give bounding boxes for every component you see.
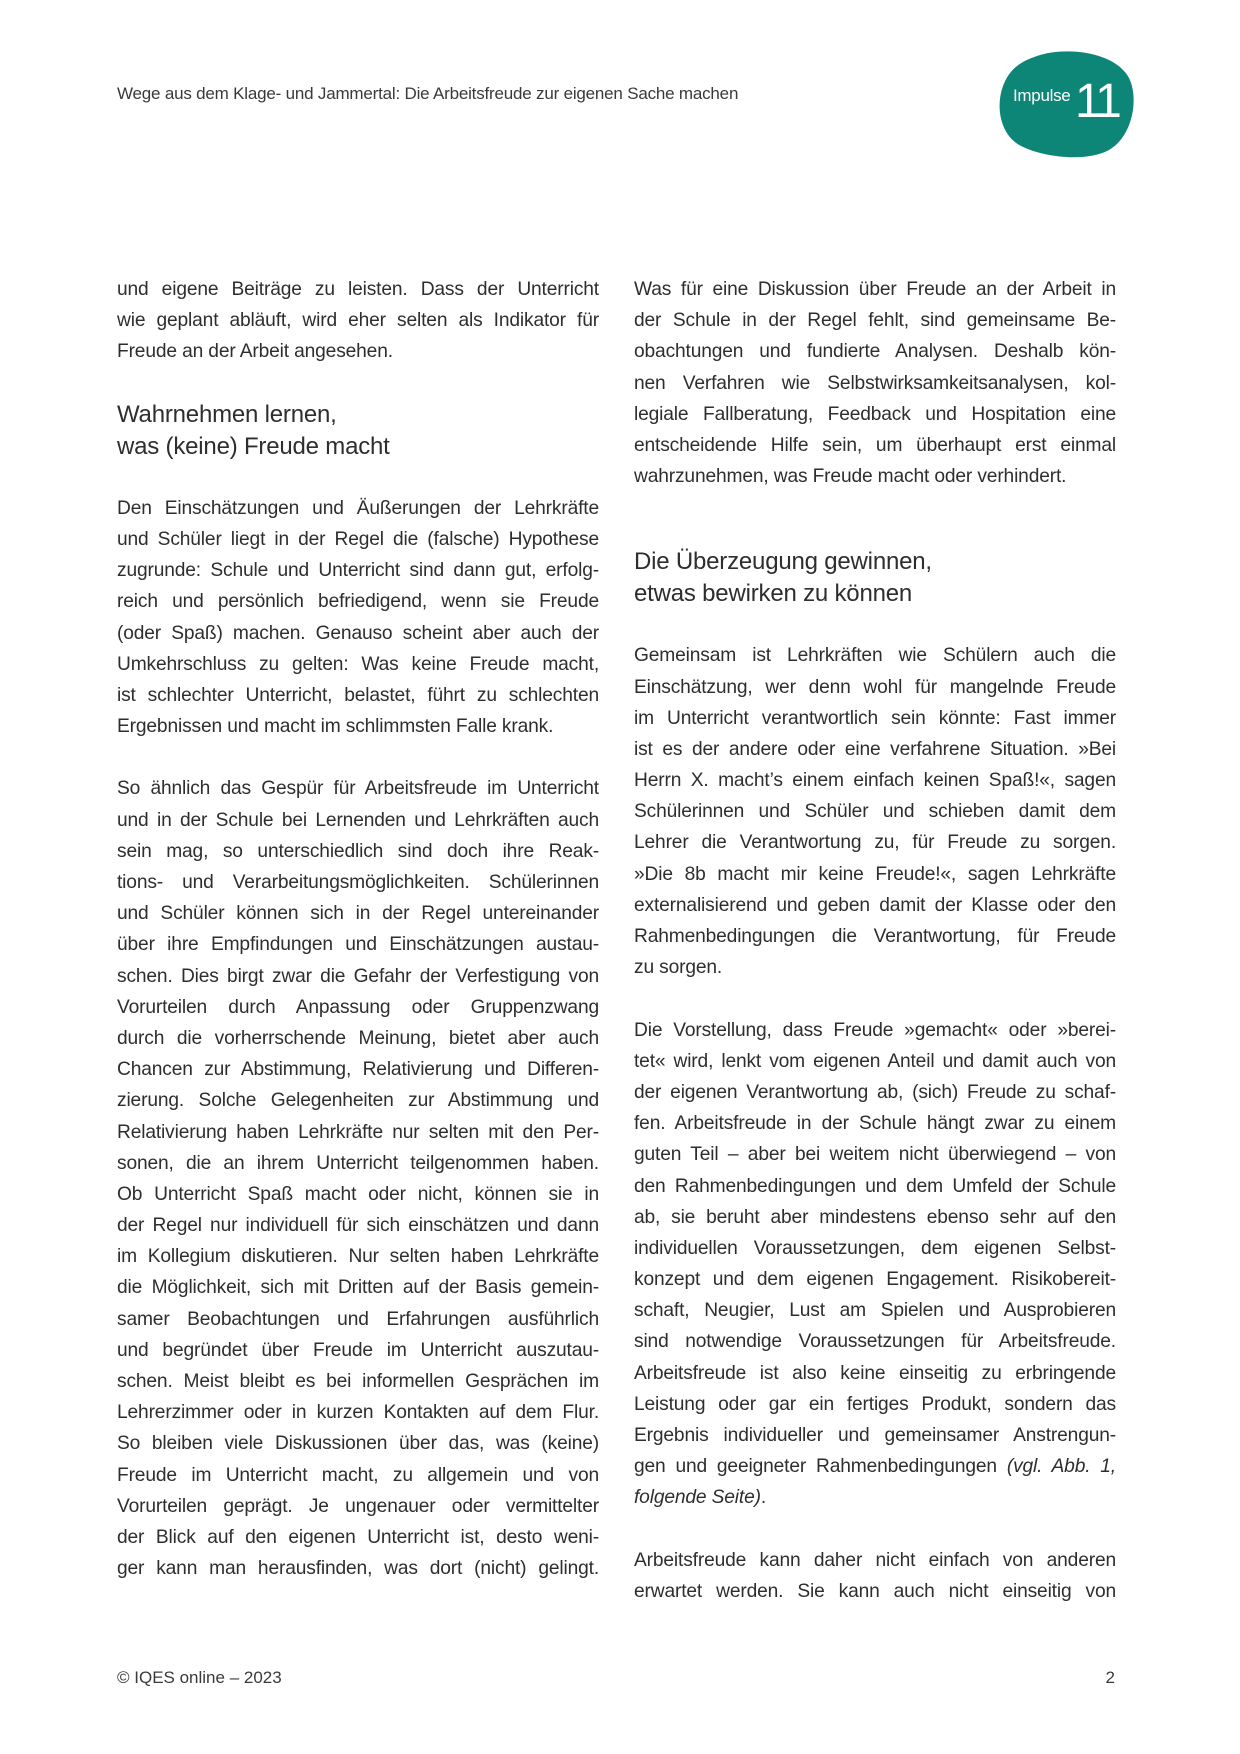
heading-line: Die Überzeugung gewinnen, bbox=[634, 548, 932, 576]
paragraph bbox=[634, 640, 1116, 983]
paragraph-line: Chancen zur Abstimmung, Relativierung und Differen- bbox=[117, 1059, 599, 1081]
paragraph-line: ab, sie beruht aber mindestens ebenso sehr auf den bbox=[634, 1206, 1116, 1228]
figure-reference: folgende Seite) bbox=[634, 1487, 761, 1509]
paragraph-line: Was für eine Diskussion über Freude an der Arbeit in bbox=[634, 279, 1116, 300]
left-column bbox=[117, 274, 599, 1616]
paragraph-line: und Schüler liegt in der Regel die (falsche) Hypothese bbox=[117, 528, 599, 550]
paragraph-line: sein mag, so unterschiedlich sind doch ihre Reak- bbox=[117, 840, 599, 862]
paragraph-line: im Kollegium diskutieren. Nur selten haben Lehrkräfte bbox=[117, 1246, 599, 1268]
paragraph-line: Lehrer die Verantwortung zu, für Freude zu sorgen. bbox=[634, 832, 1116, 854]
section-heading-wahrnehmen bbox=[117, 399, 599, 463]
paragraph-line: und begründet über Freude im Unterricht auszutau- bbox=[117, 1339, 599, 1361]
paragraph-line: im Unterricht verantwortlich sein könnte: Fast immer bbox=[634, 707, 1116, 729]
paragraph-line: den Rahmenbedingungen und dem Umfeld der Schule bbox=[634, 1175, 1116, 1197]
paragraph-line: Relativierung haben Lehrkräfte nur selten mit den Per- bbox=[117, 1121, 599, 1143]
badge-label: Impulse bbox=[1013, 86, 1071, 105]
paragraph-line: zu sorgen. bbox=[634, 957, 723, 979]
paragraph-line: und eigene Beiträge zu leisten. Dass der Unterricht bbox=[117, 279, 599, 300]
paragraph-line: sonen, die an ihrem Unterricht teilgenommen haben. bbox=[117, 1152, 599, 1174]
heading-line: was (keine) Freude macht bbox=[117, 432, 390, 460]
paragraph-line: reich und persönlich befriedigend, wenn sie Freude bbox=[117, 591, 599, 613]
paragraph-line: externalisierend und geben damit der Klasse oder den bbox=[634, 894, 1116, 916]
paragraph-line: der eigenen Verantwortung ab, (sich) Freude zu schaf- bbox=[634, 1081, 1116, 1103]
paragraph-line: tions- und Verarbeitungsmöglichkeiten. Schülerinnen bbox=[117, 872, 599, 893]
text-span: . bbox=[760, 1487, 767, 1509]
paragraph-line: Freude im Unterricht macht, zu allgemein und von bbox=[117, 1464, 599, 1486]
paragraph-line: fen. Arbeitsfreude in der Schule hängt zwar zu einem bbox=[634, 1113, 1116, 1135]
paragraph bbox=[634, 1015, 1116, 1514]
paragraph-line: durch die vorherrschende Meinung, bietet aber auch bbox=[117, 1027, 599, 1049]
heading-line: Wahrnehmen lernen, bbox=[117, 400, 337, 428]
paragraph-line: Einschätzung, wer denn wohl für mangelnde Freude bbox=[634, 676, 1116, 698]
paragraph-line: Arbeitsfreude kann daher nicht einfach von anderen bbox=[634, 1549, 1116, 1571]
paragraph-line: guten Teil – aber bei weitem nicht überwiegend – von bbox=[634, 1144, 1116, 1166]
copyright: © IQES online – 2023 bbox=[117, 1668, 282, 1687]
paragraph-line: erwartet werden. Sie kann auch nicht einseitig von bbox=[634, 1580, 1116, 1602]
paragraph-line: So ähnlich das Gespür für Arbeitsfreude im Unterricht bbox=[117, 778, 599, 800]
running-head: Wege aus dem Klage- und Jammertal: Die Arbeitsfreude zur eigenen Sache machen bbox=[117, 84, 739, 103]
paragraph-line: der Schule in der Regel fehlt, sind gemeinsame Be- bbox=[634, 310, 1116, 332]
paragraph-line: tet« wird, lenkt vom eigenen Anteil und damit auch von bbox=[634, 1050, 1116, 1072]
paragraph-line: zugrunde: Schule und Unterricht sind dann gut, erfolg- bbox=[117, 560, 599, 582]
paragraph-line: »Die 8b macht mir keine Freude!«, sagen Lehrkräfte bbox=[634, 863, 1116, 885]
paragraph-lines bbox=[634, 1015, 1116, 1452]
paragraph bbox=[117, 493, 599, 743]
paragraph-line: Freude an der Arbeit angesehen. bbox=[117, 341, 393, 363]
paragraph-line: Ergebnissen und macht im schlimmsten Falle krank. bbox=[117, 716, 554, 738]
paragraph bbox=[117, 274, 599, 368]
paragraph-line: ist schlechter Unterricht, belastet, führt zu schlechten bbox=[117, 684, 599, 706]
badge-number: 11 bbox=[1075, 75, 1119, 128]
paragraph-line: Leistung oder gar ein fertiges Produkt, sondern das bbox=[634, 1393, 1116, 1415]
paragraph-line: sind notwendige Voraussetzungen für Arbeitsfreude. bbox=[634, 1331, 1116, 1353]
paragraph-line bbox=[634, 1451, 1116, 1482]
impulse-badge bbox=[997, 50, 1135, 158]
paragraph bbox=[634, 274, 1116, 492]
paragraph-line: Umkehrschluss zu gelten: Was keine Freude macht, bbox=[117, 653, 599, 675]
paragraph-line: Ergebnis individueller und gemeinsamer Anstrengun- bbox=[634, 1425, 1116, 1446]
paragraph-line: Herrn X. macht’s einem einfach keinen Spaß!«, sagen bbox=[634, 770, 1116, 792]
paragraph-line: schaft, Neugier, Lust am Spielen und Ausprobieren bbox=[634, 1300, 1116, 1322]
paragraph-line: samer Beobachtungen und Erfahrungen ausführlich bbox=[117, 1308, 599, 1330]
paragraph-line: ger kann man herausfinden, was dort (nicht) gelingt. bbox=[117, 1558, 599, 1580]
paragraph-line: So bleiben viele Diskussionen über das, was (keine) bbox=[117, 1433, 599, 1455]
figure-reference: (vgl. Abb. 1, bbox=[1006, 1456, 1116, 1478]
paragraph-line: wie geplant abläuft, wird eher selten als Indikator für bbox=[117, 310, 599, 332]
paragraph-line: individuellen Voraussetzungen, dem eigenen Selbst- bbox=[634, 1237, 1116, 1259]
paragraph-line: Vorurteilen durch Anpassung oder Gruppenzwang bbox=[117, 996, 599, 1018]
paragraph-line bbox=[634, 1482, 1116, 1513]
paragraph-line: schen. Meist bleibt es bei informellen Gesprächen im bbox=[117, 1371, 599, 1392]
paragraph-line: Lehrerzimmer oder in kurzen Kontakten auf dem Flur. bbox=[117, 1402, 599, 1424]
paragraph-line: der Blick auf den eigenen Unterricht ist, desto weni- bbox=[117, 1526, 599, 1548]
paragraph-line: schen. Dies birgt zwar die Gefahr der Verfestigung von bbox=[117, 965, 599, 987]
paragraph bbox=[634, 1545, 1116, 1607]
paragraph-line: die Möglichkeit, sich mit Dritten auf der Basis gemein- bbox=[117, 1277, 599, 1299]
paragraph-line: konzept und dem eigenen Engagement. Risikobereit- bbox=[634, 1269, 1116, 1291]
paragraph-line: wahrzunehmen, was Freude macht oder verhindert. bbox=[634, 466, 1067, 488]
paragraph-line: Rahmenbedingungen die Verantwortung, für Freude bbox=[634, 926, 1116, 947]
paragraph-line: Schülerinnen und Schüler und schieben damit dem bbox=[634, 801, 1116, 823]
right-column bbox=[634, 274, 1116, 1638]
text-span: gen und geeigneter Rahmenbedingungen bbox=[634, 1456, 1007, 1478]
paragraph-line: zierung. Solche Gelegenheiten zur Abstimmung und bbox=[117, 1090, 599, 1112]
paragraph-line: legiale Fallberatung, Feedback und Hospitation eine bbox=[634, 403, 1116, 425]
paragraph-line: Die Vorstellung, dass Freude »gemacht« oder »berei- bbox=[634, 1019, 1116, 1041]
paragraph-line: der Regel nur individuell für sich einschätzen und dann bbox=[117, 1215, 599, 1237]
paragraph-line: ist es der andere oder eine verfahrene Situation. »Bei bbox=[634, 738, 1116, 760]
paragraph-line: Ob Unterricht Spaß macht oder nicht, können sie in bbox=[117, 1183, 599, 1205]
paragraph bbox=[117, 773, 599, 1584]
heading-line: etwas bewirken zu können bbox=[634, 580, 913, 608]
paragraph-line: über ihre Empfindungen und Einschätzungen austau- bbox=[117, 934, 599, 956]
paragraph-line: (oder Spaß) machen. Genauso scheint aber auch der bbox=[117, 622, 599, 644]
paragraph-line: Gemeinsam ist Lehrkräften wie Schülern auch die bbox=[634, 645, 1116, 667]
paragraph-line: obachtungen und fundierte Analysen. Deshalb kön- bbox=[634, 341, 1116, 363]
paragraph-line: entscheidende Hilfe sein, um überhaupt erst einmal bbox=[634, 434, 1116, 456]
paragraph-line: und Schüler können sich in der Regel untereinander bbox=[117, 903, 599, 925]
paragraph-line: und in der Schule bei Lernenden und Lehrkräften auch bbox=[117, 809, 599, 831]
paragraph-line: Arbeitsfreude ist also keine einseitig zu erbringende bbox=[634, 1362, 1116, 1384]
paragraph-line: Den Einschätzungen und Äußerungen der Lehrkräfte bbox=[117, 497, 599, 519]
paragraph-line: Vorurteilen geprägt. Je ungenauer oder vermittelter bbox=[117, 1495, 599, 1517]
section-heading-ueberzeugung bbox=[634, 546, 1116, 610]
paragraph-line: nen Verfahren wie Selbstwirksamkeitsanalysen, kol- bbox=[634, 372, 1116, 394]
page-number: 2 bbox=[1105, 1668, 1115, 1687]
